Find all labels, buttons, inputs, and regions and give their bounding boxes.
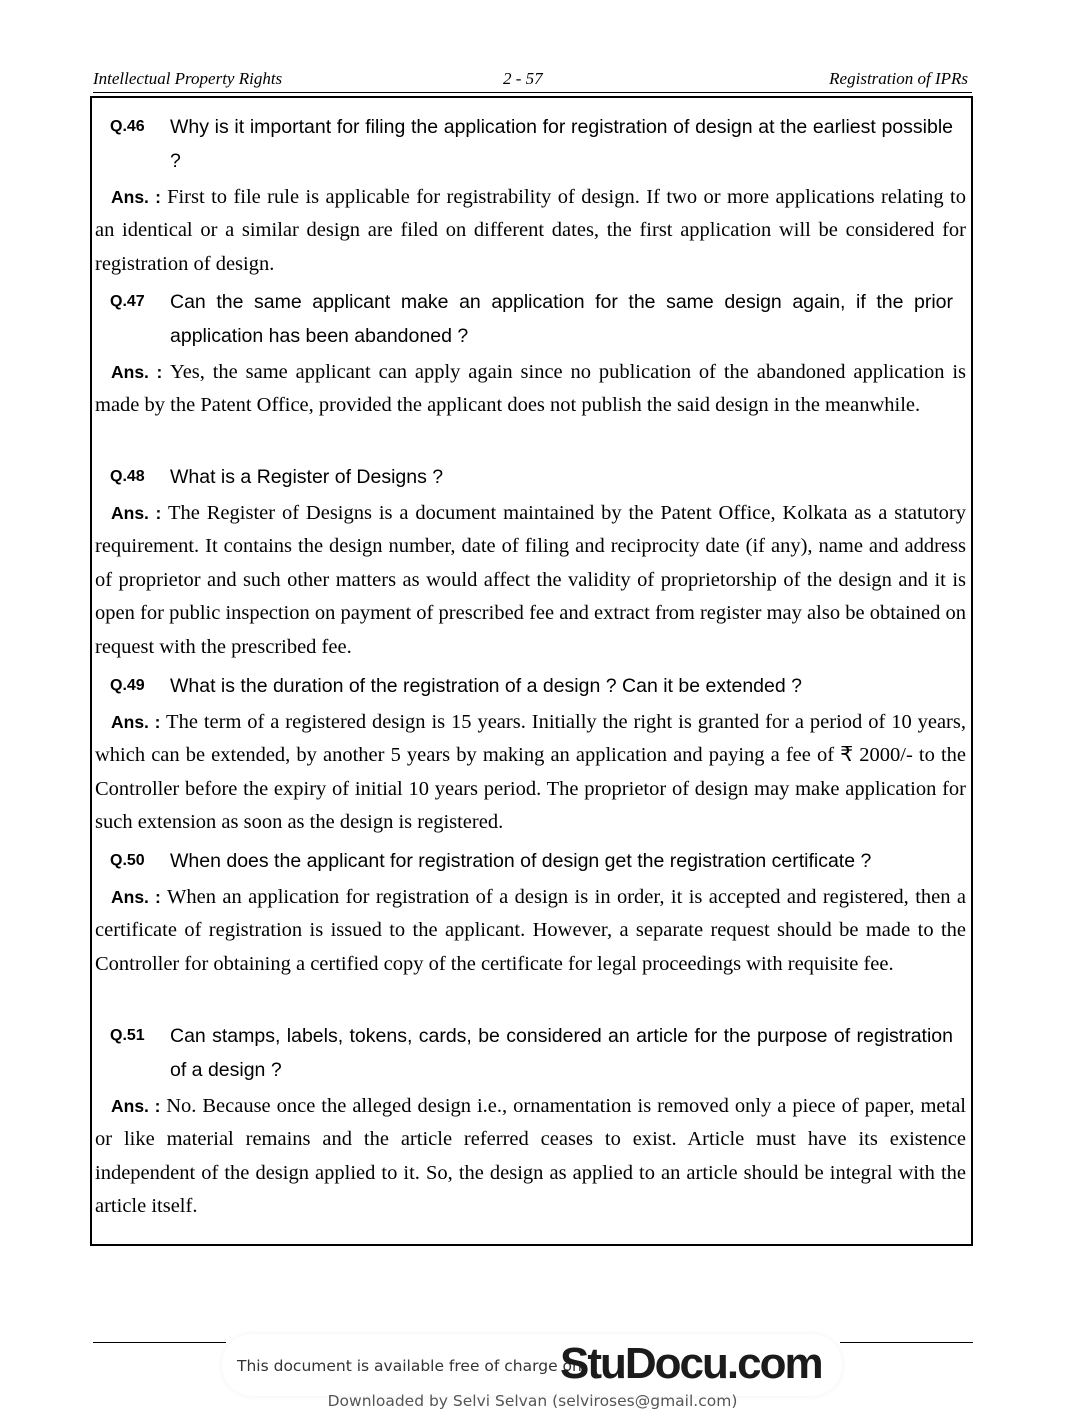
- answer-text: When an application for registration of a design is in order, it is accepted and registered, then a certificate of registration is issued to the applicant. However, a separate request should be made to the Controller for obtaining a certified copy of the certificate for legal proceedings with requisite fee.: [95, 886, 966, 975]
- answer: [92, 881, 971, 981]
- answer: [92, 356, 971, 423]
- question: [92, 460, 971, 494]
- answer: [92, 1090, 971, 1224]
- answer: [92, 706, 971, 840]
- banner-text: This document is available free of charge on: [237, 1357, 582, 1375]
- qa-item-46: [92, 110, 971, 281]
- question-text: Can the same applicant make an application for the same design again, if the prior application has been abandoned ?: [170, 291, 953, 347]
- question-text: Why is it important for filing the application for registration of design at the earliest possible ?: [170, 116, 953, 172]
- question-text: Can stamps, labels, tokens, cards, be considered an article for the purpose of registration of a design ?: [170, 1025, 953, 1081]
- question-text: What is a Register of Designs ?: [170, 466, 444, 488]
- answer-text: Yes, the same applicant can apply again since no publication of the abandoned application is made by the Patent Office, provided the applicant does not publish the said design in the meanwhile.: [95, 361, 966, 417]
- qa-item-49: [92, 669, 971, 840]
- footer-divider-right: [840, 1342, 973, 1343]
- page-header: [93, 66, 972, 93]
- question-number: Q.48: [110, 468, 145, 485]
- answer-text: First to file rule is applicable for registrability of design. If two or more applications relating to an identical or a similar design are filed on different dates, the first application will be considered for registration of design.: [95, 186, 966, 275]
- answer-label: Ans. :: [111, 187, 168, 207]
- question: [92, 110, 971, 178]
- question-number: Q.50: [110, 852, 145, 869]
- question-text: When does the applicant for registration of design get the registration certificate ?: [170, 850, 872, 872]
- answer-label: Ans. :: [111, 887, 168, 907]
- header-chapter-title: Registration of IPRs: [829, 69, 968, 88]
- question-number: Q.46: [110, 118, 145, 135]
- question: [92, 669, 971, 703]
- header-book-title: Intellectual Property Rights: [93, 69, 283, 88]
- qa-item-47: [92, 285, 971, 423]
- question-text: What is the duration of the registration of a design ? Can it be extended ?: [170, 675, 802, 697]
- answer-text: The Register of Designs is a document maintained by the Patent Office, Kolkata as a statutory requirement. It contains the design number, date of filing and reciprocity date (if any), name and address of proprietor and such other matters as would affect the validity of proprietorship of the design and it is open for public inspection on payment of prescribed fee and extract from register may also be obtained on request with the prescribed fee.: [95, 502, 966, 658]
- header-page-number: 2 - 57: [503, 69, 543, 88]
- question-number: Q.47: [110, 293, 145, 310]
- answer-label: Ans. :: [111, 362, 170, 382]
- question: [92, 1019, 971, 1087]
- downloaded-by-text: Downloaded by Selvi Selvan (selviroses@gmail.com): [327, 1392, 738, 1410]
- qa-item-50: [92, 844, 971, 981]
- question-number: Q.49: [110, 677, 145, 694]
- answer-label: Ans. :: [111, 1096, 167, 1116]
- studocu-logo[interactable]: StuDocu.com: [560, 1339, 822, 1388]
- question: [92, 285, 971, 353]
- qa-content-box: [90, 96, 973, 1246]
- answer-label: Ans. :: [111, 712, 167, 732]
- answer-label: Ans. :: [111, 503, 168, 523]
- answer-text: No. Because once the alleged design i.e., ornamentation is removed only a piece of paper, metal or like material remains and the article referred ceases to exist. Article must have its existence independent of the design applied to it. So, the design as applied to an article should be integral with the article itself.: [95, 1095, 966, 1218]
- question: [92, 844, 971, 878]
- footer-divider-left: [93, 1342, 226, 1343]
- studocu-banner[interactable]: [222, 1334, 842, 1396]
- answer: [92, 497, 971, 664]
- qa-item-48: [92, 460, 971, 664]
- qa-item-51: [92, 1019, 971, 1224]
- answer-text: The term of a registered design is 15 years. Initially the right is granted for a period of 10 years, which can be extended, by another 5 years by making an application and paying a fee of ₹ 2000/- to the Controller before the expiry of initial 10 years period. The proprietor of design may make application for such extension as soon as the design is registered.: [95, 711, 966, 834]
- answer: [92, 181, 971, 281]
- question-number: Q.51: [110, 1027, 145, 1044]
